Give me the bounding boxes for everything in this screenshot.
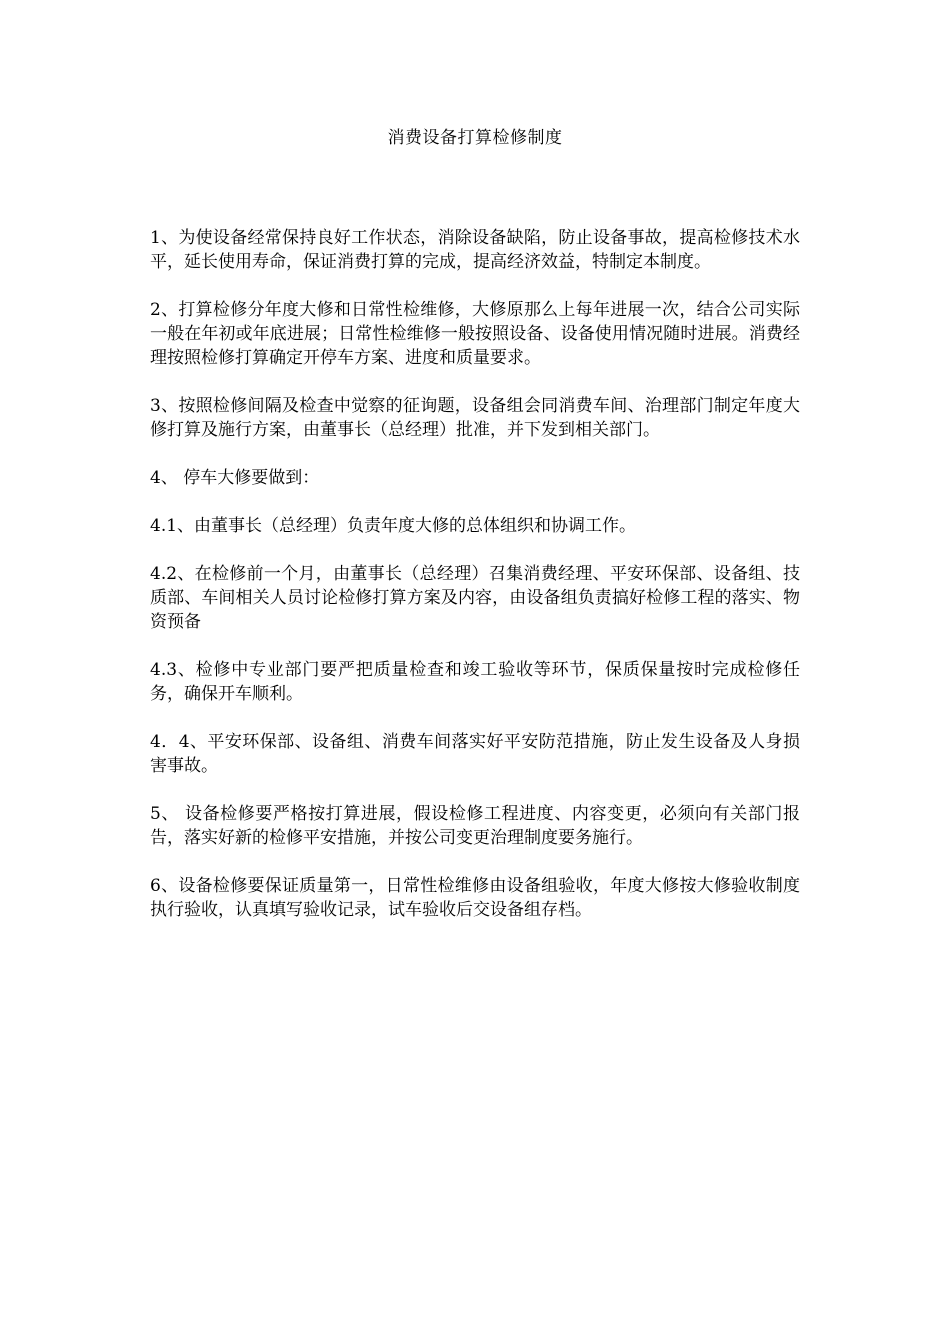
- paragraph-4-2: 4.2、在检修前一个月，由董事长（总经理）召集消费经理、平安环保部、设备组、技质部、车间相关人员讨论检修打算方案及内容，由设备组负责搞好检修工程的落实、物资预备: [150, 564, 800, 632]
- document-body: [150, 226, 800, 946]
- paragraph-5: 5、 设备检修要严格按打算进展，假设检修工程进度、内容变更，必须向有关部门报告，落实好新的检修平安措施，并按公司变更治理制度要务施行。: [150, 804, 800, 848]
- document-title: 消费设备打算检修制度: [387, 128, 563, 148]
- paragraph-4-1: 4.1、由董事长（总经理）负责年度大修的总体组织和协调工作。: [150, 516, 637, 536]
- paragraph-4-4: 4．4、平安环保部、设备组、消费车间落实好平安防范措施，防止发生设备及人身损害事故。: [150, 732, 800, 776]
- paragraph-3: 3、按照检修间隔及检查中觉察的征询题，设备组会同消费车间、治理部门制定年度大修打算及施行方案，由董事长（总经理）批准，并下发到相关部门。: [150, 396, 800, 440]
- paragraph-4-3: 4.3、检修中专业部门要严把质量检查和竣工验收等环节，保质保量按时完成检修任务，确保开车顺利。: [150, 660, 800, 704]
- paragraph-2: 2、打算检修分年度大修和日常性检维修，大修原那么上每年进展一次，结合公司实际一般在年初或年底进展；日常性检维修一般按照设备、设备使用情况随时进展。消费经理按照检修打算确定开停车方案、进度和质量要求。: [150, 300, 800, 368]
- paragraph-4: 4、 停车大修要做到：: [150, 468, 320, 488]
- paragraph-6: 6、设备检修要保证质量第一，日常性检维修由设备组验收，年度大修按大修验收制度执行验收，认真填写验收记录，试车验收后交设备组存档。: [150, 876, 800, 920]
- paragraph-1: 1、为使设备经常保持良好工作状态，消除设备缺陷，防止设备事故，提高检修技术水平，延长使用寿命，保证消费打算的完成，提高经济效益，特制定本制度。: [150, 228, 800, 272]
